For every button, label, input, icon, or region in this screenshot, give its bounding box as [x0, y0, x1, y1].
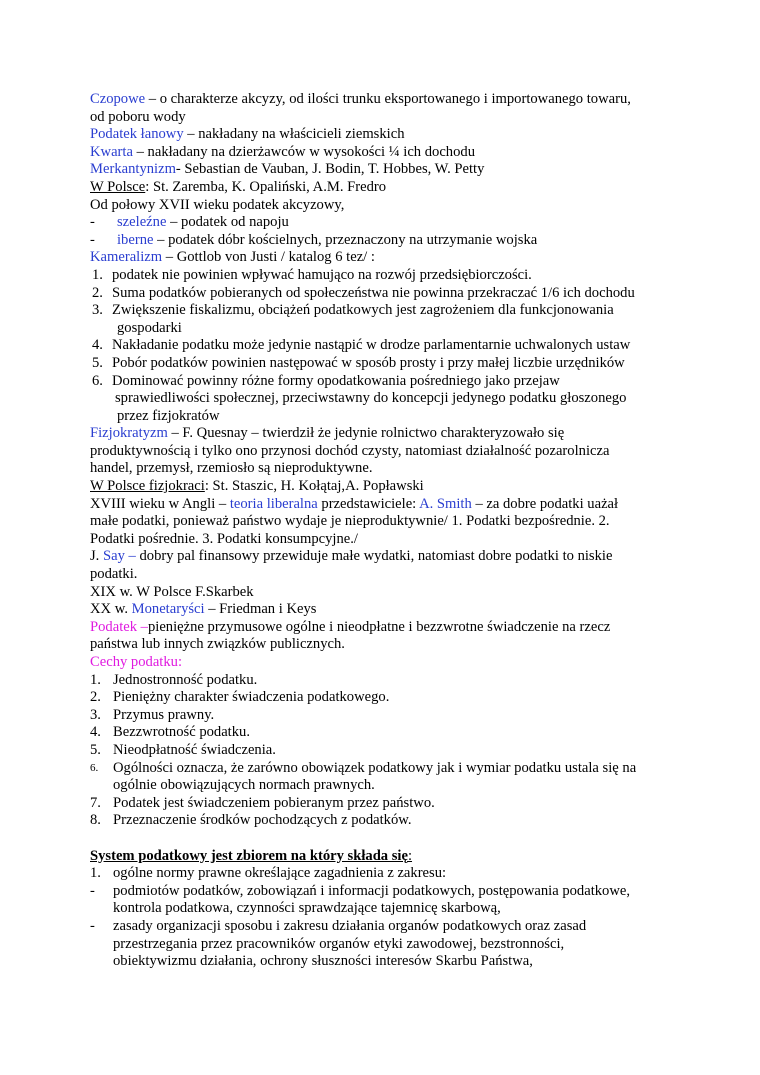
teza-text: podatek nie powinien wpływać hamująco na rozwój przedsiębiorczości.	[112, 266, 532, 283]
fizjo-text: – F. Quesnay – twierdził że jedynie rolnictwo charakteryzowało się	[167, 425, 565, 442]
cecha-item	[90, 795, 675, 813]
term-kwarta: Kwarta	[90, 143, 133, 160]
cecha-number: 3.	[90, 706, 101, 723]
w-polsce-fizjokraci-label: W Polsce fizjokraci	[90, 478, 205, 495]
xviii-text-2: małe podatki, ponieważ państwo wydaje je nieproduktywnie/ 1. Podatki bezpośrednie. 2.	[90, 513, 610, 530]
teza-text: Suma podatków pobieranych od społeczeństwa nie powinna przekraczać 1/6 ich dochodu	[112, 284, 635, 301]
polowa-line: Od połowy XVII wieku podatek akcyzowy,	[90, 196, 345, 213]
system-item	[90, 918, 675, 936]
system-item	[90, 865, 675, 883]
say-text: dobry pal finansowy przewiduje małe wydatki, natomiast dobre podatki to niskie	[139, 548, 613, 565]
say-dash: –	[124, 548, 140, 565]
term-lanowy: Podatek łanowy	[90, 126, 184, 143]
term-a-smith: A. Smith	[419, 495, 472, 512]
term-podatek: Podatek –	[90, 618, 148, 635]
teza-number: 2.	[92, 284, 103, 301]
cecha-item	[90, 742, 675, 760]
system-title: System podatkowy jest zbiorem na który składa się	[90, 847, 408, 864]
teza-text: Nakładanie podatku może jedynie nastąpić w drodze parlamentarnie uchwalonych ustaw	[112, 337, 631, 354]
system-marker: -	[90, 917, 95, 934]
cecha-number: 5.	[90, 741, 101, 758]
czopowe-line	[90, 91, 675, 109]
cecha-text: Przeznaczenie środków pochodzących z podatków.	[113, 812, 412, 829]
podatek-line	[90, 619, 675, 637]
cecha-number: 7.	[90, 794, 101, 811]
system-text: ogólne normy prawne określające zagadnienia z zakresu:	[113, 865, 447, 882]
dash-marker: -	[90, 214, 95, 231]
xviii-text: – za dobre podatki uażał	[471, 495, 619, 512]
xviii-line	[90, 496, 675, 514]
fizjokraci-text: : St. Staszic, H. Kołątaj,A. Popławski	[204, 478, 424, 495]
podatek-text-2: państwa lub innych związków publicznych.	[90, 636, 345, 653]
system-text: zasady organizacji sposobu i zakresu działania organów podatkowych oraz zasad	[113, 917, 587, 934]
teza-item	[90, 355, 675, 373]
tezy-list	[90, 267, 675, 425]
cecha-item	[90, 760, 675, 778]
system-text: podmiotów podatków, zobowiązań i informacji podatkowych, postępowania podatkowe,	[113, 882, 631, 899]
w-polsce-fizjokraci-line	[90, 478, 675, 496]
teza-text-cont: gospodarki	[117, 319, 182, 336]
w-polsce-text: : St. Zaremba, K. Opaliński, A.M. Fredro	[145, 178, 387, 195]
cecha-item	[90, 724, 675, 742]
cecha-text: Podatek jest świadczeniem pobieranym przez państwo.	[113, 794, 435, 811]
system-marker: 1.	[90, 865, 101, 882]
fizjokratyzm-line	[90, 425, 675, 443]
teza-item	[90, 267, 675, 285]
czopowe-text: – o charakterze akcyzy, od ilości trunku eksportowanego i importowanego towaru,	[145, 91, 631, 107]
term-fizjokratyzm: Fizjokratyzm	[90, 425, 168, 442]
teza-number: 5.	[92, 354, 103, 371]
term-teoria-liberalna: teoria liberalna	[229, 495, 318, 512]
cecha-text: Bezzwrotność podatku.	[113, 724, 250, 741]
term-merkantylizm: Merkantynizm	[90, 161, 176, 178]
iberne-text: – podatek dóbr kościelnych, przeznaczony na utrzymanie wojska	[153, 231, 538, 248]
szelezne-text: – podatek od napoju	[166, 214, 289, 231]
system-title-line	[90, 848, 675, 866]
teza-text: Dominować powinny różne formy opodatkowania pośredniego jako przejaw	[112, 372, 560, 389]
cechy-title: Cechy podatku:	[90, 654, 183, 670]
teza-number: 4.	[92, 337, 103, 354]
term-iberne: iberne	[117, 231, 154, 248]
system-text-cont: przestrzegania przez pracowników organów etyki zawodowej, bezstronności,	[113, 935, 565, 952]
xviii-text-3: Podatki pośrednie. 3. Podatki konsumpcyjne./	[90, 530, 358, 547]
cechy-list	[90, 672, 675, 830]
cecha-text: Jednostronność podatku.	[113, 671, 258, 688]
term-say: Say	[102, 548, 125, 565]
teza-text: Zwiększenie fiskalizmu, obciążeń podatkowych jest zagrożeniem dla funkcjonowania	[112, 302, 614, 319]
cecha-item	[90, 689, 675, 707]
teza-number: 3.	[92, 302, 103, 319]
w-polsce-label: W Polsce	[90, 178, 146, 195]
bullet-szelezne	[90, 214, 675, 232]
document-page	[90, 91, 675, 971]
cecha-number: 8.	[90, 812, 101, 829]
dash-marker: -	[90, 231, 95, 248]
say-line	[90, 548, 675, 566]
merkantylizm-line	[90, 161, 675, 179]
teza-item	[90, 302, 675, 320]
kwarta-line	[90, 144, 675, 162]
teza-item	[90, 337, 675, 355]
system-text-cont: kontrola podatkowa, czynności sprawdzające tajemnicę skarbową,	[113, 900, 501, 917]
lanowy-line	[90, 126, 675, 144]
czopowe-cont: od poboru wody	[90, 108, 186, 125]
fizjo-text-3: handel, przemysł, rzemiosło są nieproduktywne.	[90, 460, 373, 477]
cecha-number: 1.	[90, 671, 101, 688]
term-monetarysci: Monetaryści	[131, 601, 205, 618]
cecha-number: 6.	[90, 761, 99, 774]
cecha-text: Ogólności oznacza, że zarówno obowiązek podatkowy jak i wymiar podatku ustala się na	[113, 759, 637, 776]
xviii-text: XVIII wieku w Angli –	[90, 495, 230, 512]
xx-text: – Friedman i Keys	[204, 601, 317, 618]
kameralizm-line	[90, 249, 675, 267]
teza-item	[90, 373, 675, 391]
system-list	[90, 865, 675, 971]
say-text: J.	[90, 548, 103, 565]
system-item	[90, 883, 675, 901]
term-kameralizm: Kameralizm	[90, 249, 163, 266]
cecha-text: Nieodpłatność świadczenia.	[113, 741, 276, 758]
cecha-item	[90, 707, 675, 725]
say-text-2: podatki.	[90, 566, 138, 583]
podatek-text: pieniężne przymusowe ogólne i nieodpłatne i bezzwrotne świadczenie na rzecz	[147, 618, 611, 635]
system-text-cont: obiektywizmu działania, ochrony słuszności interesów Skarbu Państwa,	[113, 953, 533, 970]
system-marker: -	[90, 882, 95, 899]
teza-number: 1.	[92, 266, 103, 283]
teza-text-cont: sprawiedliwości społecznej, przeciwstawny do koncepcji jedynego podatku głoszonego	[115, 390, 627, 407]
cecha-text-cont: ogólnie obowiązujących normach prawnych.	[113, 777, 375, 794]
merkantylizm-text: - Sebastian de Vauban, J. Bodin, T. Hobbes, W. Petty	[175, 161, 485, 178]
fizjo-text-2: produktywnością i tylko ono przynosi dochód czysty, natomiast działalność pozarolnicza	[90, 442, 610, 459]
bullet-iberne	[90, 232, 675, 250]
teza-text-cont: przez fizjokratów	[117, 407, 220, 424]
cecha-item	[90, 812, 675, 830]
cecha-item	[90, 672, 675, 690]
cecha-number: 4.	[90, 724, 101, 741]
xix-line: XIX w. W Polsce F.Skarbek	[90, 583, 254, 600]
spacer	[90, 830, 675, 848]
teza-item	[90, 285, 675, 303]
term-szelezne: szeleźne	[117, 214, 167, 231]
cecha-number: 2.	[90, 689, 101, 706]
w-polsce-line	[90, 179, 675, 197]
xx-line	[90, 601, 675, 619]
teza-text: Pobór podatków powinien następować w sposób prosty i przy małej liczbie urzędników	[112, 354, 625, 371]
xx-text: XX w.	[90, 601, 132, 618]
cecha-text: Przymus prawny.	[113, 706, 215, 723]
kameralizm-text: – Gottlob von Justi / katalog 6 tez/ :	[162, 249, 375, 266]
cecha-text: Pieniężny charakter świadczenia podatkowego.	[113, 689, 390, 706]
teza-number: 6.	[92, 372, 103, 389]
system-title-colon: :	[407, 847, 413, 864]
kwarta-text: – nakładany na dzierżawców w wysokości ¼ ich dochodu	[132, 143, 475, 160]
xviii-text: przedstawiciele:	[317, 495, 420, 512]
term-czopowe: Czopowe	[90, 91, 146, 107]
lanowy-text: – nakładany na właścicieli ziemskich	[183, 126, 405, 143]
